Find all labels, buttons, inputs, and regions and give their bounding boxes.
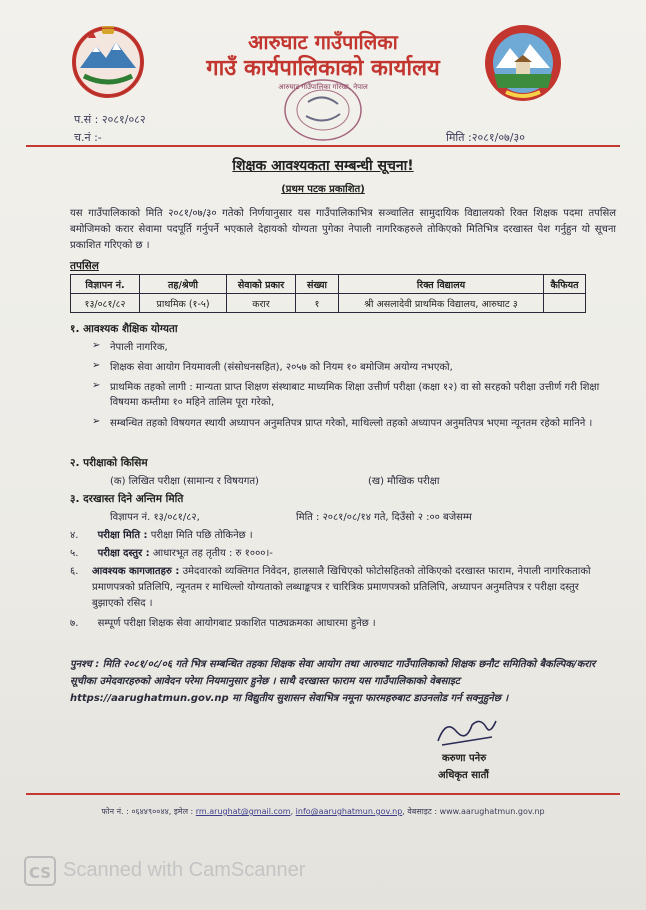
- syllabus-number: ७.: [70, 618, 79, 629]
- qualification-heading: १. आवश्यक शैक्षिक योग्यता: [70, 323, 178, 335]
- deadline-heading: ३. दरखास्त दिने अन्तिम मिति: [70, 493, 184, 505]
- notice-subtitle: (प्रथम पटक प्रकाशित): [281, 184, 365, 195]
- qualification-item: प्राथमिक तहको लागी : मान्यता प्राप्त शिक्षण संस्थाबाट माध्यमिक शिक्षा उत्तीर्ण परीक्षा (कक्षा १२) वा सो सरहको परीक्षा उत्तीर्ण गरी शिक्षा विषयमा कम्तीमा १० महिने तालिम पूरा गरेको,: [110, 382, 600, 408]
- qualification-item: शिक्षक सेवा आयोग नियमावली (संसोधनसहित), २०५७ को नियम १० बमोजिम अयोग्य नभएको,: [110, 362, 453, 373]
- footer-website: www.aarughatmun.gov.np: [439, 807, 545, 816]
- exam-date-number: ४.: [70, 530, 79, 541]
- exam-written: (क) लिखित परीक्षा (सामान्य र विषयगत): [110, 476, 259, 487]
- signatory-title: अधिकृत सातौं: [438, 770, 489, 781]
- syllabus-row: [70, 616, 376, 632]
- cell-vacant-school: श्री असलादेवी प्राथमिक विद्यालय, आरुघाट ३: [339, 294, 544, 313]
- camscanner-watermark: Scanned with CamScanner: [63, 859, 306, 881]
- tapsil-label: तपसिल: [70, 260, 99, 272]
- deadline-date: मिति : २०८१/०८/१४ गते, दिउँसो २ :०० बजेसम्म: [296, 512, 472, 523]
- col-header-level: तह/श्रेणी: [140, 275, 227, 294]
- col-header-count: संख्या: [296, 275, 339, 294]
- cell-count: १: [296, 294, 339, 313]
- docs-row: [92, 564, 592, 612]
- footer-email-link-1[interactable]: rm.arughat@gmail.com: [195, 807, 291, 816]
- syllabus-value: सम्पूर्ण परीक्षा शिक्षक सेवा आयोगबाट प्रकाशित पाठ्यक्रमका आधारमा हुनेछ ।: [97, 618, 376, 629]
- reference-number: प.सं : २०८१/०८२: [74, 113, 146, 126]
- deadline-ad-no: विज्ञापन नं. १३/०८१/८२,: [110, 512, 200, 523]
- dispatch-number: च.नं :-: [74, 131, 102, 144]
- cell-remarks: [544, 294, 586, 313]
- letter-date: मिति :२०८१/०७/३०: [446, 131, 525, 144]
- footer-website-label: , वेबसाइट :: [402, 807, 438, 816]
- docs-label: आवश्यक कागजातहरु :: [92, 566, 180, 577]
- cell-service-type: करार: [227, 294, 296, 313]
- signature: [432, 711, 502, 749]
- arrow-bullet-icon: ➢: [92, 340, 101, 351]
- vacancy-table: [70, 274, 586, 313]
- arrow-bullet-icon: ➢: [92, 360, 101, 371]
- footer-phone: फोन नं. : ०६४४९००४४, इमेल :: [101, 807, 194, 816]
- office-stamp: [278, 72, 368, 148]
- footer-contact: [0, 806, 646, 817]
- table-row: [71, 294, 586, 313]
- qualification-item: सम्बन्धित तहको विषयगत स्थायी अध्यापन अनुमतिपत्र प्राप्त गरेको, माथिल्लो तहको अध्यापन अनुमतिपत्र भएमा न्यूनतम रहेको मानिने ।: [110, 418, 593, 429]
- municipality-name: आरुघाट गाउँपालिका: [248, 30, 398, 54]
- col-header-service-type: सेवाको प्रकार: [227, 275, 296, 294]
- exam-date-value: परीक्षा मिति पछि तोकिनेछ ।: [150, 530, 253, 541]
- exam-date-label: परीक्षा मिति :: [97, 530, 148, 541]
- footer-separator: ,: [290, 807, 294, 816]
- docs-value: उमेदवारको व्यक्तिगत निवेदन, हालसालै खिचिएको फोटोसहितको तोकिएको दरखास्त फाराम, नेपाली नागरिकताको प्रमाणपत्रको प्रतिलिपि, न्यूनतम र माथिल्लो योग्यताको लब्धाङ्कपत्र र चारित्रिक प्रमाणपत्रको प्रतिलिपि, अध्यापन अनुमतिपत्र र परीक्षा दस्तुर बुझाएको रसिद ।: [92, 566, 591, 609]
- table-header-row: [71, 275, 586, 294]
- stamp-text: आरुघाट गाउँपालिका गोरखा, नेपाल: [278, 83, 368, 91]
- exam-date-row: [70, 528, 253, 544]
- arrow-bullet-icon: ➢: [92, 416, 101, 427]
- notice-title: शिक्षक आवश्यकता सम्बन्धी सूचना!: [232, 158, 414, 174]
- fee-row: [70, 546, 273, 562]
- qualification-item: नेपाली नागरिक,: [110, 342, 168, 353]
- signatory-name: करुणा पनेरु: [442, 753, 487, 764]
- arrow-bullet-icon: ➢: [92, 380, 101, 391]
- fee-label: परीक्षा दस्तुर :: [97, 548, 150, 559]
- camscanner-logo-icon: CS: [24, 856, 56, 886]
- header-divider: [26, 145, 620, 147]
- postscript: पुनश्च : मिति २०८१/०८/०६ गते भित्र सम्बन्धित तहका शिक्षक सेवा आयोग तथा आरुघाट गाउँपालिकाको शिक्षक छनौट समितिको बैकल्पिक/करार सूचीका उमेदवारहरुको आवेदन परेमा नियमानुसार हुनेछ । साथै दरखास्त फाराम यस गाउँपालिकाको वेबसाइट https://aarughatmun.gov.np मा विद्युतीय सुशासन सेवाभित्र नमूना फारमहरुबाट डाउनलोड गर्न सक्नुहुनेछ ।: [70, 659, 596, 704]
- exam-oral: (ख) मौखिक परीक्षा: [368, 476, 440, 487]
- col-header-ad-no: विज्ञापन नं.: [71, 275, 140, 294]
- fee-value: आधारभूत तह तृतीय : रु १०००।-: [152, 548, 273, 559]
- col-header-vacant-school: रिक्त विद्यालय: [339, 275, 544, 294]
- docs-number: ६.: [70, 566, 79, 577]
- footer-email-link-2[interactable]: info@aarughatmun.gov.np: [295, 807, 403, 816]
- intro-paragraph: यस गाउँपालिकाको मिति २०८१/०७/३० गतेको निर्णयानुसार यस गाउँपालिकाभित्र सञ्चालित सामुदायिक विद्यालयको रिक्त शिक्षक पदमा तपसिल बमोजिमको करार सेवामा पदपूर्ति गर्नुपर्ने भएकाले देहायको योग्यता पुगेका नेपाली नागरिकहरुले तोकिएको मितिभित्र दरखास्त पेश गर्नुहुन यो सूचना प्रकाशित गरिएको छ ।: [70, 208, 616, 251]
- exam-type-heading: २. परीक्षाको किसिम: [70, 457, 148, 469]
- cell-ad-no: १३/०८१/८२: [71, 294, 140, 313]
- fee-number: ५.: [70, 548, 79, 559]
- footer-divider: [26, 793, 620, 795]
- col-header-remarks: कैफियत: [544, 275, 586, 294]
- office-name: गाउँ कार्यपालिकाको कार्यालय: [206, 56, 440, 81]
- cell-level: प्राथमिक (१-५): [140, 294, 227, 313]
